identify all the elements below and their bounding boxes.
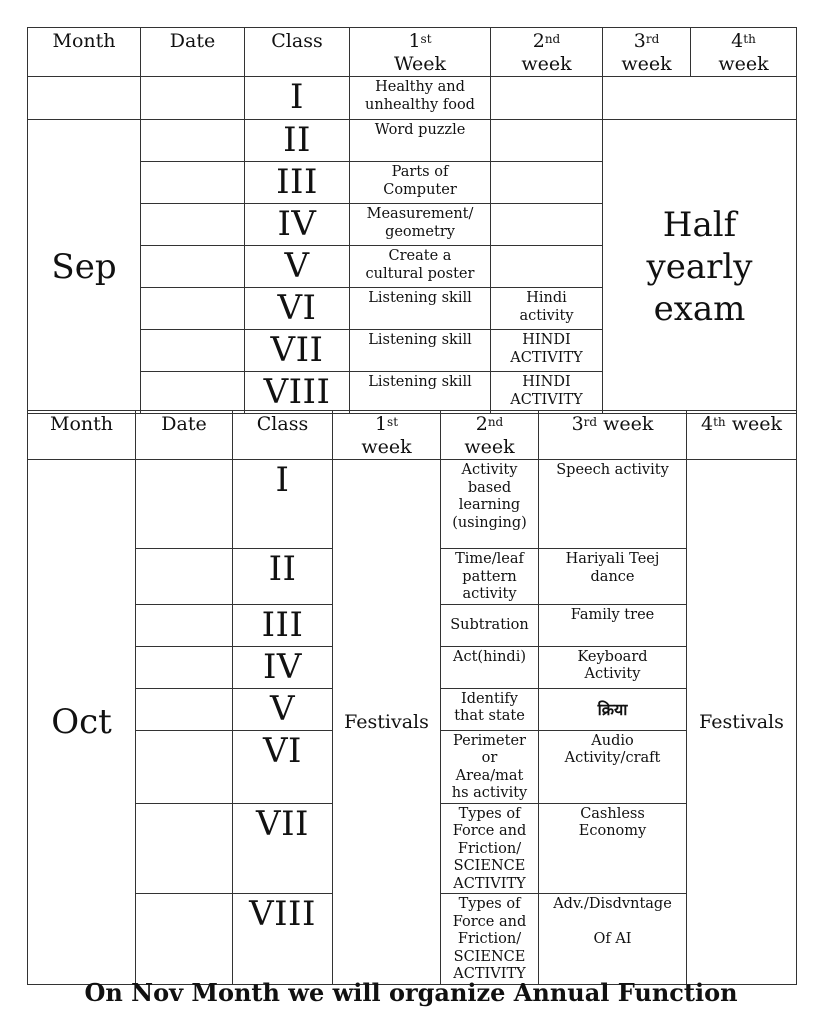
week3-4-cell	[603, 77, 797, 120]
half-yearly-exam: Half yearly exam	[603, 120, 797, 414]
class-cell: VII	[233, 803, 333, 894]
week3-activity: Family tree	[539, 604, 687, 646]
week2-activity: Types of Force and Friction/ SCIENCE ACTIVITY	[441, 894, 539, 985]
header-month: Month	[28, 28, 141, 77]
class-cell: VI	[233, 730, 333, 803]
date-cell	[141, 204, 245, 246]
class-cell: II	[233, 549, 333, 605]
footer-note: On Nov Month we will organize Annual Function	[84, 978, 738, 1007]
week2-activity: Time/leaf pattern activity	[441, 549, 539, 605]
week1-festivals: Festivals	[333, 460, 441, 985]
class-cell: IV	[233, 646, 333, 688]
week2-activity	[491, 120, 603, 162]
week1-activity: Listening skill	[350, 288, 491, 330]
week3-activity: Adv./Disdvntage Of AI	[539, 894, 687, 985]
month-label: Oct	[28, 460, 136, 985]
table-row	[28, 460, 797, 549]
class-cell: IV	[245, 204, 350, 246]
class-cell: II	[245, 120, 350, 162]
date-cell	[141, 77, 245, 120]
header-week-2: 2nd week	[491, 28, 603, 77]
week2-activity: HINDI ACTIVITY	[491, 330, 603, 372]
week3-activity: Hariyali Teej dance	[539, 549, 687, 605]
header-month: Month	[28, 411, 136, 460]
header-date: Date	[141, 28, 245, 77]
september-schedule-table	[27, 27, 797, 414]
date-cell	[141, 288, 245, 330]
class-cell: VIII	[233, 894, 333, 985]
class-cell: III	[233, 604, 333, 646]
week1-activity: Word puzzle	[350, 120, 491, 162]
week4-festivals: Festivals	[687, 460, 797, 985]
date-cell	[141, 246, 245, 288]
class-cell: V	[245, 246, 350, 288]
header-class: Class	[245, 28, 350, 77]
class-cell: VII	[245, 330, 350, 372]
header-week-2: 2nd week	[441, 411, 539, 460]
date-cell	[136, 604, 233, 646]
class-cell: III	[245, 162, 350, 204]
date-cell	[136, 646, 233, 688]
week2-activity: Subtration	[441, 604, 539, 646]
date-cell	[136, 460, 233, 549]
week3-activity: Keyboard Activity	[539, 646, 687, 688]
header-week-3: 3rd week	[539, 411, 687, 460]
week2-activity	[491, 77, 603, 120]
week3-activity: क्रिया	[539, 688, 687, 730]
week1-activity: Measurement/ geometry	[350, 204, 491, 246]
header-week-4: 4th week	[687, 411, 797, 460]
week1-activity: Healthy and unhealthy food	[350, 77, 491, 120]
date-cell	[136, 894, 233, 985]
table-row	[28, 120, 797, 162]
class-cell: I	[233, 460, 333, 549]
date-cell	[136, 549, 233, 605]
date-cell	[141, 120, 245, 162]
header-week-1: 1st week	[333, 411, 441, 460]
week1-activity: Create a cultural poster	[350, 246, 491, 288]
header-week-4: 4th week	[691, 28, 797, 77]
week1-activity: Listening skill	[350, 372, 491, 414]
month-cell	[28, 77, 141, 120]
header-row	[28, 411, 797, 460]
class-cell: VIII	[245, 372, 350, 414]
table-row	[28, 77, 797, 120]
week2-activity: Perimeter or Area/mat hs activity	[441, 730, 539, 803]
date-cell	[141, 372, 245, 414]
week2-activity	[491, 162, 603, 204]
date-cell	[136, 688, 233, 730]
week3-activity: Speech activity	[539, 460, 687, 549]
date-cell	[141, 162, 245, 204]
week2-activity: Activity based learning (usinging)	[441, 460, 539, 549]
date-cell	[141, 330, 245, 372]
header-row	[28, 28, 797, 77]
week2-activity: Act(hindi)	[441, 646, 539, 688]
week3-activity: Audio Activity/craft	[539, 730, 687, 803]
week2-activity	[491, 204, 603, 246]
week2-activity: Hindi activity	[491, 288, 603, 330]
date-cell	[136, 803, 233, 894]
class-cell: VI	[245, 288, 350, 330]
date-cell	[136, 730, 233, 803]
class-cell: I	[245, 77, 350, 120]
october-schedule-table	[27, 410, 797, 985]
header-class: Class	[233, 411, 333, 460]
month-label: Sep	[28, 120, 141, 414]
header-date: Date	[136, 411, 233, 460]
header-week-3: 3rd week	[603, 28, 691, 77]
week2-activity: Types of Force and Friction/ SCIENCE ACTIVITY	[441, 803, 539, 894]
class-cell: V	[233, 688, 333, 730]
header-week-1: 1st Week	[350, 28, 491, 77]
week1-activity: Parts of Computer	[350, 162, 491, 204]
week2-activity: Identify that state	[441, 688, 539, 730]
week3-activity: Cashless Economy	[539, 803, 687, 894]
week2-activity	[491, 246, 603, 288]
week1-activity: Listening skill	[350, 330, 491, 372]
week2-activity: HINDI ACTIVITY	[491, 372, 603, 414]
